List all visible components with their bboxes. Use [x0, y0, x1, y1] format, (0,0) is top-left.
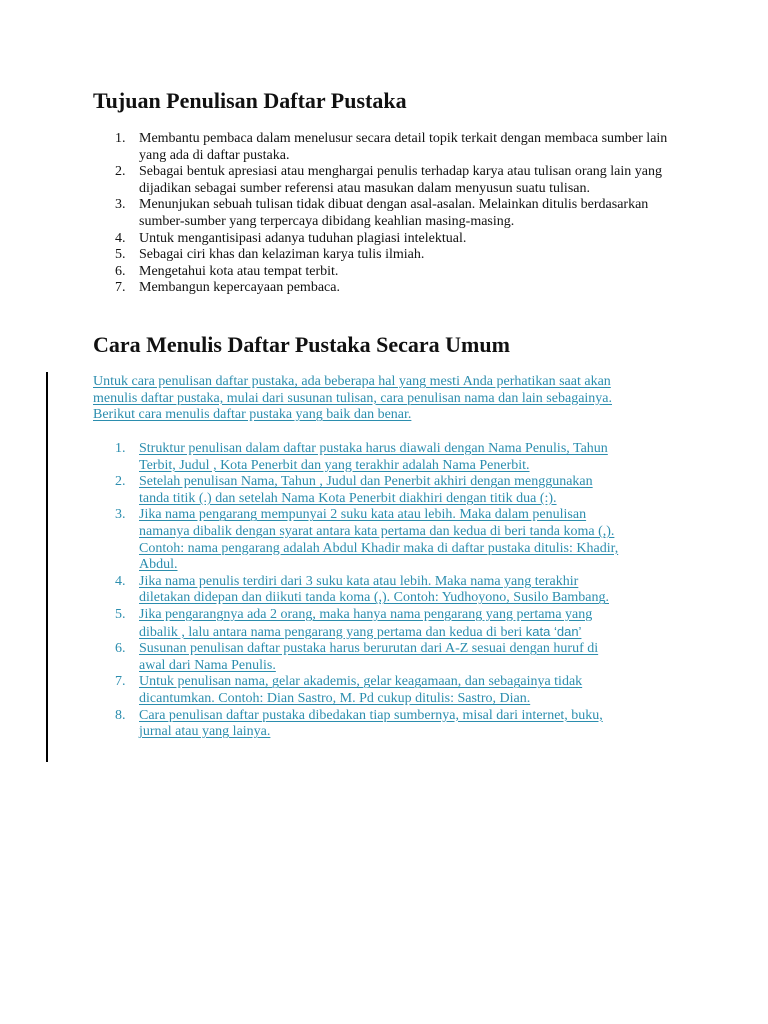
list-item [93, 280, 673, 297]
link-list-item[interactable] [93, 441, 683, 474]
list-item-text: Struktur penulisan dalam daftar pustaka harus diawali dengan Nama Penulis, Tahun Terbit, Judul , Kota Penerbit dan yang terakhir adalah Nama Penerbit. [139, 441, 608, 473]
list-item-text: Jika nama pengarang mempunyai 2 suku kata atau lebih. Maka dalam penulisan namanya dibalik dengan syarat antara kata pertama dan kedua di beri tanda koma (,). Contoh: nama pengarang adalah Abdul Khadir maka di daftar pustaka ditulis: Khadir, Abdul. [139, 507, 619, 573]
list-item-text: Susunan penulisan daftar pustaka harus berurutan dari A-Z sesuai dengan huruf di awal dari Nama Penulis. [139, 641, 599, 673]
list-item-text: Setelah penulisan Nama, Tahun , Judul dan Penerbit akhiri dengan menggunakan tanda titik (.) dan setelah Nama Kota Penerbit diakhiri dengan titik dua (:). [139, 474, 593, 506]
list-item-text: Membangun kepercayaan pembaca. [139, 280, 340, 296]
list-number: 7. [115, 280, 126, 296]
list-item-text: Cara penulisan daftar pustaka dibedakan tiap sumbernya, misal dari internet, buku, jurnal atau yang lainya. [139, 707, 603, 740]
list-item-text: Untuk mengantisipasi adanya tuduhan plagiasi intelektual. [139, 230, 467, 246]
list-number: 3. [115, 197, 126, 213]
list-item-text: Jika pengarangnya ada 2 orang, maka hanya nama pengarang yang pertama yang dibalik , lalu antara nama pengarang yang pertama dan kedua di beri [139, 606, 593, 640]
list-item [93, 197, 673, 230]
link-list-item[interactable] [93, 574, 683, 607]
list-number: 7. [115, 674, 126, 690]
purpose-list [93, 131, 673, 297]
link-list-item[interactable] [93, 474, 683, 507]
list-item-text: Sebagai ciri khas dan kelaziman karya tulis ilmiah. [139, 247, 425, 263]
steps-link-list [93, 441, 683, 741]
list-item-text: Jika nama penulis terdiri dari 3 suku kata atau lebih. Maka nama yang terakhir diletakan didepan dan diikuti tanda koma (,). Contoh: Yudhoyono, Susilo Bambang. [139, 573, 609, 606]
list-number: 5. [115, 247, 126, 263]
list-item [93, 231, 673, 248]
list-item-text: Sebagai bentuk apresiasi atau menghargai penulis terhadap karya atau tulisan orang lain yang dijadikan sebagai sumber referensi atau masukan dalam menyusun suatu tulisan. [139, 164, 663, 196]
link-list-item[interactable] [93, 607, 683, 641]
list-number: 3. [115, 507, 126, 523]
list-number: 6. [115, 263, 126, 279]
list-item [93, 247, 673, 264]
list-number: 1. [115, 441, 126, 456]
list-number: 4. [115, 230, 126, 246]
list-item-text: Menunjukan sebuah tulisan tidak dibuat dengan asal-asalan. Melainkan ditulis berdasarkan sumber-sumber yang terpercaya dibidang keahlian masing-masing. [139, 197, 649, 229]
list-number: 8. [115, 707, 126, 723]
list-item [93, 264, 673, 281]
list-item-text: Mengetahui kota atau tempat terbit. [139, 263, 339, 279]
link-list-item[interactable] [93, 674, 683, 707]
list-number: 2. [115, 164, 126, 180]
link-list-item[interactable] [93, 641, 683, 674]
link-list-item[interactable] [93, 507, 683, 573]
list-item-text-tail: kata ‘dan’ [525, 623, 582, 639]
list-number: 2. [115, 474, 126, 490]
section-heading-tujuan: Tujuan Penulisan Daftar Pustaka [93, 88, 407, 113]
intro-link-paragraph[interactable]: Untuk cara penulisan daftar pustaka, ada beberapa hal yang mesti Anda perhatikan saat akan menulis daftar pustaka, mulai dari susunan tulisan, cara penulisan nama dan lain sebagainya. Berikut cara menulis daftar pustaka yang baik dan benar. [93, 374, 613, 423]
list-item [93, 164, 673, 197]
section-heading-cara-menulis: Cara Menulis Daftar Pustaka Secara Umum [93, 332, 510, 357]
list-item [93, 131, 673, 164]
list-item-text: Membantu pembaca dalam menelusur secara detail topik terkait dengan membaca sumber lain yang ada di daftar pustaka. [139, 131, 668, 163]
list-number: 6. [115, 641, 126, 657]
list-number: 5. [115, 606, 126, 622]
list-item-text: Untuk penulisan nama, gelar akademis, gelar keagamaan, dan sebagainya tidak dicantumkan. Contoh: Dian Sastro, M. Pd cukup ditulis: Sastro, Dian. [139, 674, 583, 706]
list-number: 1. [115, 131, 126, 146]
link-list-item[interactable] [93, 708, 683, 741]
change-bar [46, 372, 48, 762]
list-number: 4. [115, 573, 126, 589]
